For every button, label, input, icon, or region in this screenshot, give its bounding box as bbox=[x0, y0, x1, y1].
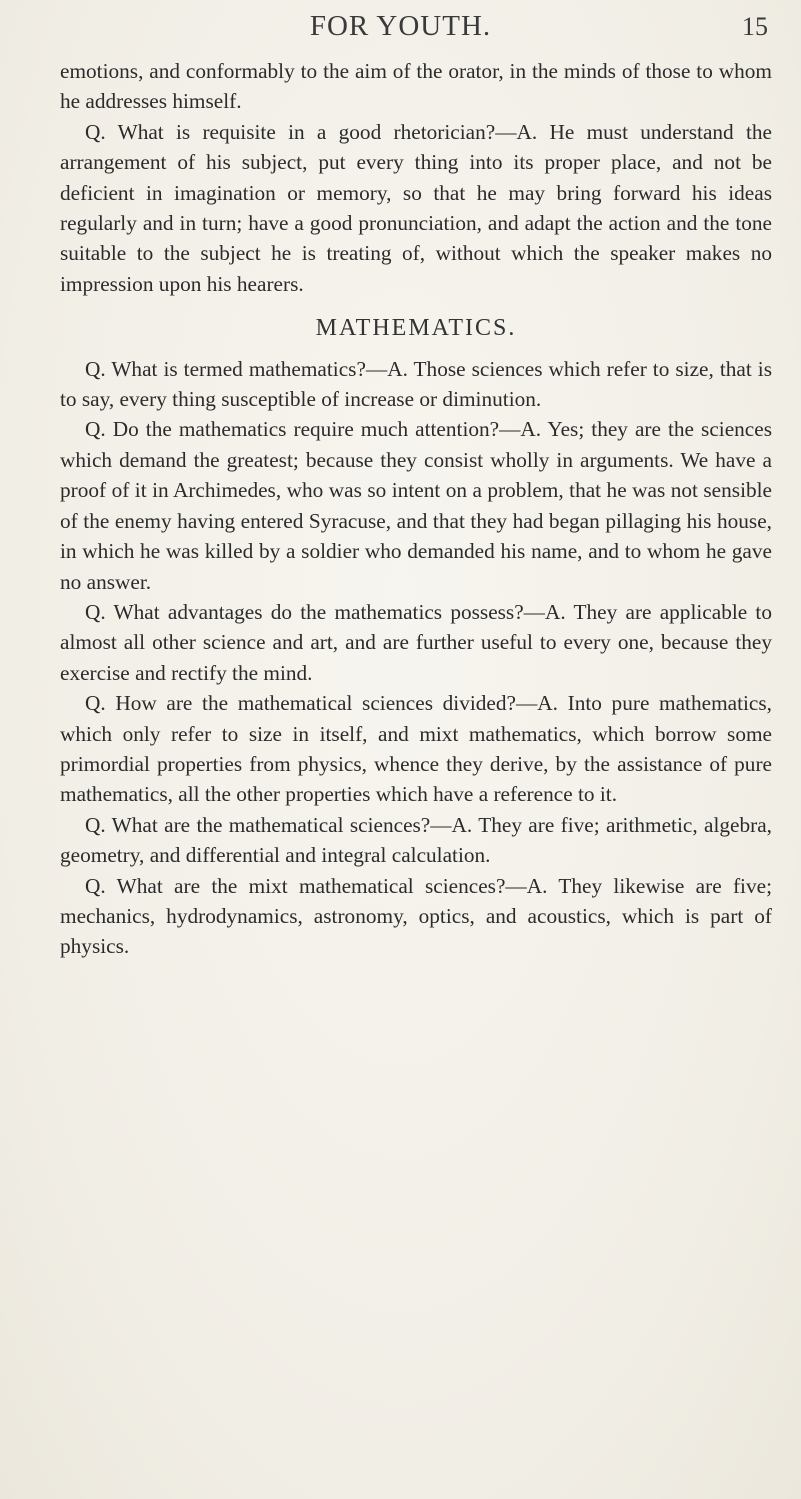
section-heading: MATHEMATICS. bbox=[315, 315, 517, 342]
running-head bbox=[0, 10, 801, 50]
qa-advantages: Q. What advantages do the mathematics possess?—A. They are applicable to almost all other science and art, and are further useful to every one, because they exercise and rectify the mind. bbox=[60, 599, 772, 685]
qa-mathematical-sciences: Q. What are the mathematical sciences?—A. They are five; arithmetic, algebra, geometry, and differential and integral calculation. bbox=[60, 812, 772, 868]
qa-mixt-sciences: Q. What are the mixt mathematical sciences?—A. They likewise are five; mechanics, hydrodynamics, astronomy, optics, and acoustics, which is part of physics. bbox=[60, 873, 772, 959]
qa-divisions: Q. How are the mathematical sciences divided?—A. Into pure mathematics, which only refer to size in itself, and mixt mathematics, which borrow some primordial properties from physics, whence they derive, by the assistance of pure mathematics, all the other properties which have a reference to it. bbox=[60, 691, 772, 807]
continued-paragraph: emotions, and conformably to the aim of the orator, in the minds of those to whom he addresses himself. bbox=[60, 59, 772, 114]
page-number: 15 bbox=[742, 12, 768, 41]
running-title: FOR YOUTH. bbox=[309, 10, 492, 42]
qa-attention: Q. Do the mathematics require much attention?—A. Yes; they are the sciences which demand the greatest; because they consist wholly in arguments. We have a proof of it in Archimedes, who was so intent on a problem, that he was not sensible of the enemy having entered Syracuse, and that they had began pillaging his house, in which he was killed by a soldier who demanded his name, and to whom he gave no answer. bbox=[60, 417, 772, 594]
page-body bbox=[60, 56, 772, 962]
qa-rhetorician: Q. What is requisite in a good rhetorician?—A. He must understand the arrangement of his subject, put every thing into its proper place, and not be deficient in imagination or memory, so that he may bring forward his ideas regularly and in turn; have a good pronunciation, and adapt the action and the tone suitable to the subject he is treating of, without which the speaker makes no impression upon his hearers. bbox=[60, 119, 772, 296]
qa-what-is-mathematics: Q. What is termed mathematics?—A. Those sciences which refer to size, that is to say, every thing susceptible of increase or diminution. bbox=[60, 356, 772, 412]
